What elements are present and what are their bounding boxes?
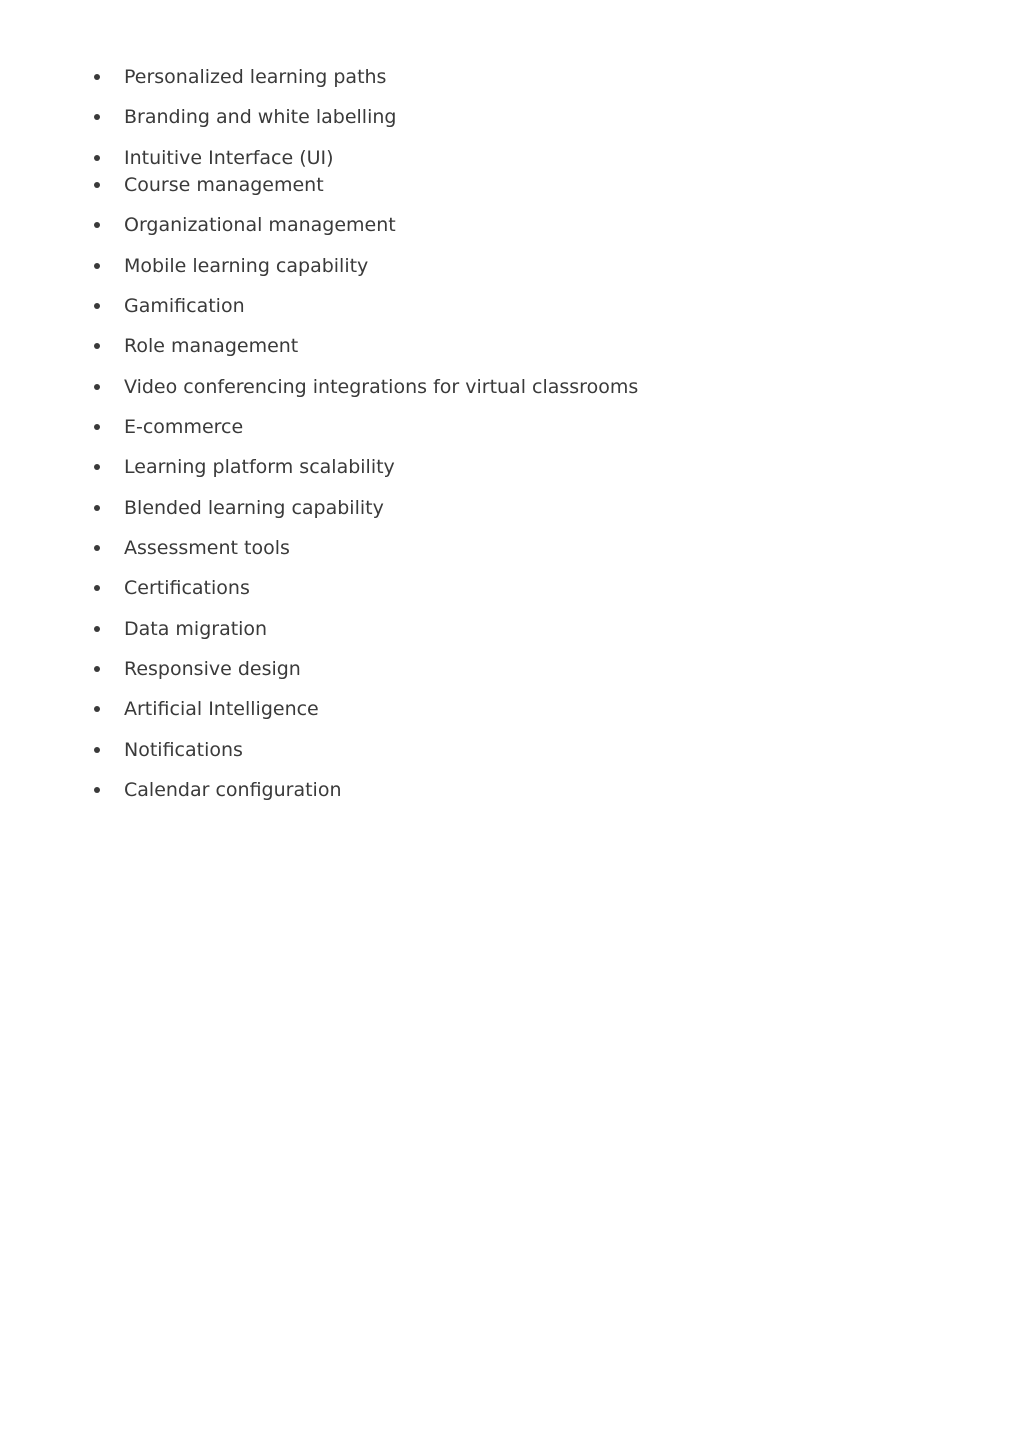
list-item (0, 414, 900, 442)
list-item-label: Video conferencing integrations for virtual classrooms (124, 376, 639, 398)
list-item (0, 777, 900, 805)
list-item-label: Data migration (124, 618, 268, 640)
bullet-icon (94, 263, 100, 269)
list-item-label: E-commerce (124, 416, 244, 438)
list-item (0, 64, 900, 92)
list-item-label: Assessment tools (124, 537, 290, 559)
list-item-label: Calendar configuration (124, 779, 342, 801)
list-item (0, 454, 900, 482)
list-item (0, 616, 900, 644)
list-item (0, 172, 900, 200)
bullet-icon (94, 666, 100, 672)
bullet-icon (94, 585, 100, 591)
bullet-icon (94, 182, 100, 188)
list-item-label: Branding and white labelling (124, 106, 397, 128)
list-item-label: Gamification (124, 295, 245, 317)
list-item-label: Mobile learning capability (124, 255, 369, 277)
bullet-icon (94, 706, 100, 712)
list-item-label: Notifications (124, 739, 243, 761)
list-item (0, 253, 900, 281)
bullet-icon (94, 74, 100, 80)
bullet-icon (94, 747, 100, 753)
list-item (0, 575, 900, 603)
bullet-icon (94, 424, 100, 430)
list-item-label: Certifications (124, 577, 250, 599)
list-item (0, 104, 900, 132)
list-item-label: Artificial Intelligence (124, 698, 319, 720)
list-item (0, 145, 900, 173)
list-item (0, 374, 900, 402)
list-item-label: Organizational management (124, 214, 396, 236)
list-item-label: Responsive design (124, 658, 301, 680)
list-item-label: Blended learning capability (124, 497, 384, 519)
list-item-label: Intuitive Interface (UI) (124, 147, 334, 169)
bullet-icon (94, 626, 100, 632)
bullet-icon (94, 464, 100, 470)
list-item (0, 696, 900, 724)
bullet-icon (94, 787, 100, 793)
bullet-icon (94, 303, 100, 309)
bullet-icon (94, 114, 100, 120)
list-item (0, 535, 900, 563)
list-item-label: Course management (124, 174, 324, 196)
bullet-icon (94, 505, 100, 511)
list-item-label: Personalized learning paths (124, 66, 387, 88)
list-item (0, 656, 900, 684)
list-item (0, 293, 900, 321)
list-item (0, 737, 900, 765)
bullet-icon (94, 155, 100, 161)
list-item-label: Role management (124, 335, 299, 357)
bullet-icon (94, 545, 100, 551)
bullet-icon (94, 222, 100, 228)
list-item (0, 495, 900, 523)
list-item-label: Learning platform scalability (124, 456, 395, 478)
list-item (0, 212, 900, 240)
bullet-icon (94, 343, 100, 349)
list-item (0, 333, 900, 361)
bullet-icon (94, 384, 100, 390)
